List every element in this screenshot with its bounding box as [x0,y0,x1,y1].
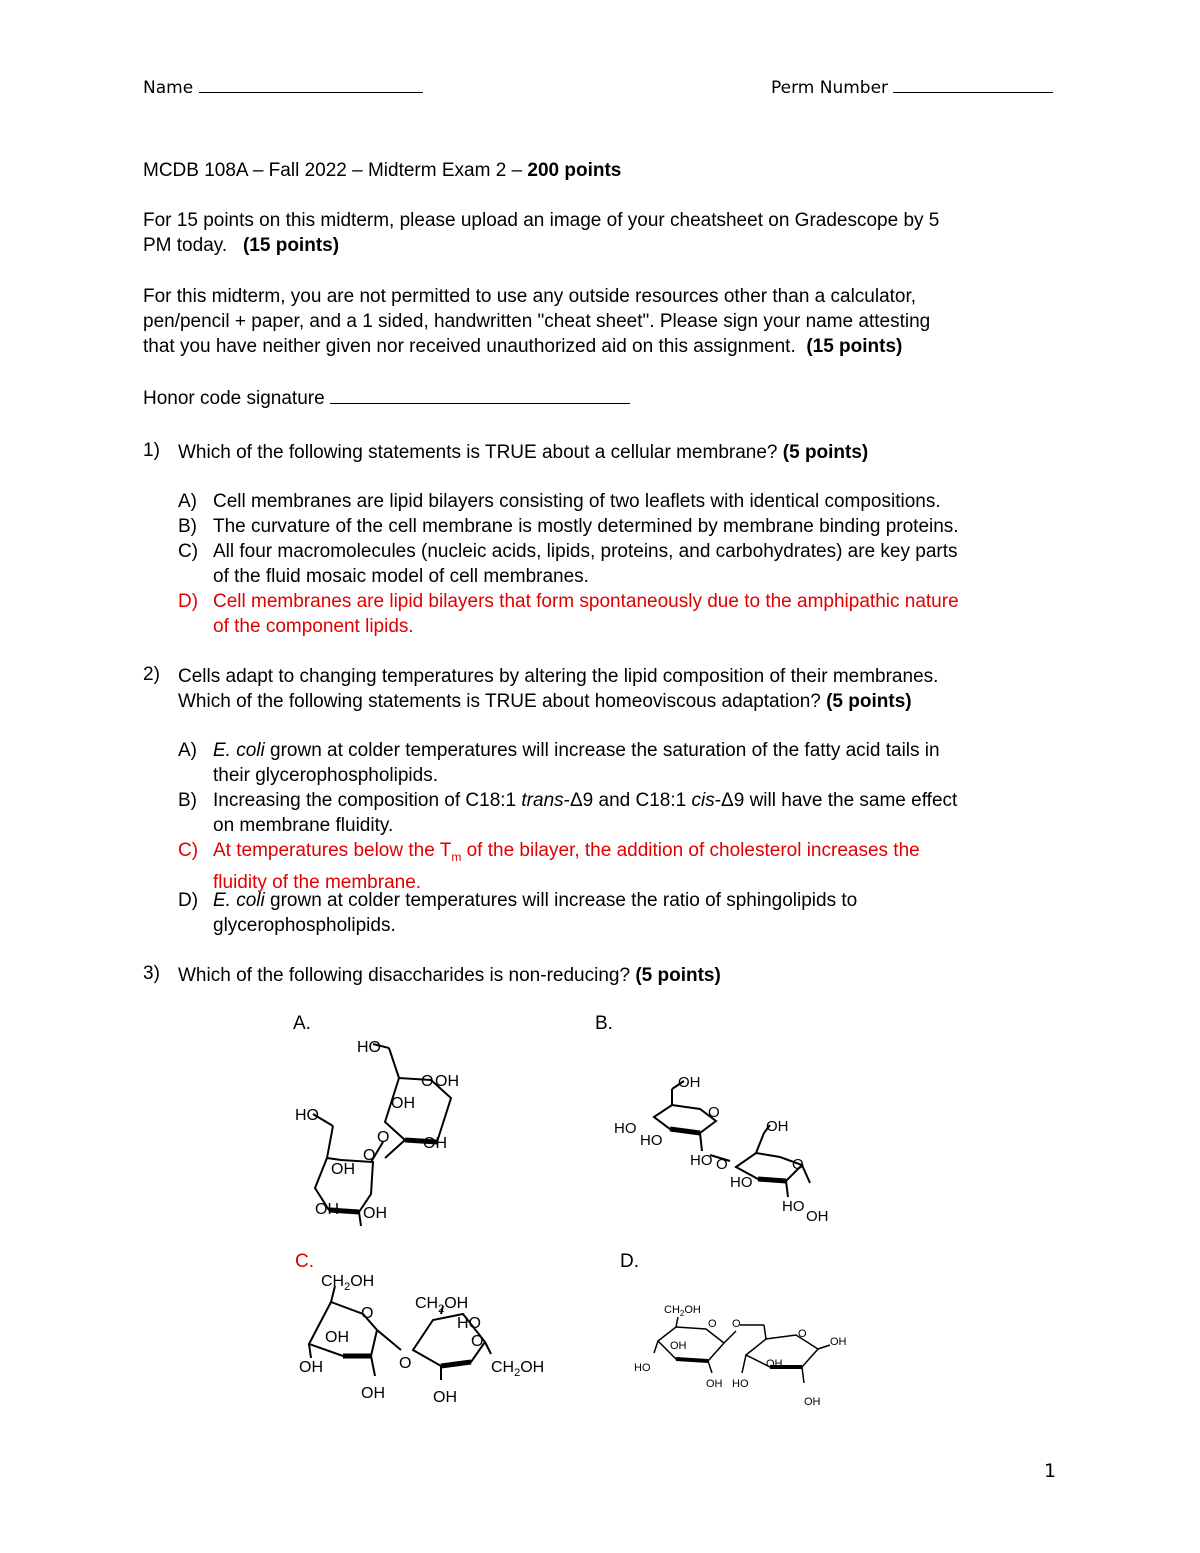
chem-label: O [421,1073,434,1090]
name-blank[interactable] [199,76,423,93]
chem-label: OH [435,1073,459,1090]
honor-signature-label: Honor code signature [143,388,325,409]
chem-label: O [792,1156,804,1173]
chem-label: OH [766,1358,783,1370]
chem-label: OH [315,1201,339,1218]
chem-label: O [361,1305,374,1322]
q2-number: 2) [143,664,160,685]
chem-label: OH [706,1378,723,1390]
molecule-a-structure[interactable] [285,1030,485,1230]
chem-label: OH [804,1396,821,1408]
chem-label: O [708,1318,717,1330]
honor-signature[interactable] [143,386,630,411]
chem-label: OH [433,1389,457,1406]
chem-label: O [716,1156,728,1173]
chem-label: HO [732,1378,749,1390]
perm-number-field[interactable] [771,76,1053,98]
chem-label: OH [331,1161,355,1178]
perm-number-label: Perm Number [771,78,889,98]
chem-label: OH [325,1329,349,1346]
chem-label: OH [766,1118,789,1135]
chem-label: $CH_2OH$ [491,1359,545,1379]
q2-prompt: Cells adapt to changing temperatures by altering the lipid composition of their membranes. Which of the following statements is TRUE about homeoviscous adaptation? (5 points) [178,666,939,712]
chem-label: O [377,1129,390,1146]
q2-option-a[interactable]: A) E. coli grown at colder temperatures will increase the saturation of the fatty acid tails in their glycerophospholipids. [178,740,940,786]
honor-instruction: For this midterm, you are not permitted to use any outside resources other than a calculator, pen/pencil + paper, and a 1 sided, handwritten "cheat sheet". Please sign your name attesting that you have neither given nor received unauthorized aid on this assignment. (15 points) [143,286,931,357]
chem-label: O [798,1328,807,1340]
name-label: Name [143,78,194,98]
chem-label: O [732,1318,741,1330]
name-field[interactable] [143,76,423,98]
q3-prompt: Which of the following disaccharides is non-reducing? (5 points) [178,965,721,986]
q3-number: 3) [143,963,160,984]
chem-label: HO [357,1039,381,1056]
chem-label: O [708,1104,720,1121]
molecule-d-structure[interactable] [630,1295,860,1415]
q1-option-a[interactable]: A) Cell membranes are lipid bilayers consisting of two leaflets with identical compositions. [178,491,941,512]
chem-label: HO [782,1198,805,1215]
q1-option-b[interactable]: B) The curvature of the cell membrane is mostly determined by membrane binding proteins. [178,516,959,537]
chem-label: OH [678,1074,701,1091]
q2-option-d[interactable]: D) E. coli grown at colder temperatures will increase the ratio of sphingolipids to glycerophospholipids. [178,890,858,936]
chem-label: $CH_2OH$ [415,1295,469,1315]
chem-label: HO [690,1152,713,1169]
molecule-b-structure[interactable] [610,1065,840,1225]
chem-label: OH [423,1135,447,1152]
chem-label: HO [457,1315,481,1332]
chem-label: O [471,1333,484,1350]
chem-label: OH [363,1205,387,1222]
chem-label: OH [670,1340,687,1352]
honor-signature-blank[interactable] [330,387,630,404]
q2-option-c-answer[interactable]: C) At temperatures below the $T_m$ of the bilayer, the addition of cholesterol increases the fluidity of the membrane. [178,840,920,893]
exam-title: MCDB 108A – Fall 2022 – Midterm Exam 2 – 200 points [143,160,622,181]
q2-option-b[interactable]: B) Increasing the composition of C18:1 trans-Δ9 and C18:1 cis-Δ9 will have the same effect on membrane fluidity. [178,790,958,836]
chem-label: HO [730,1174,753,1191]
q1-option-c[interactable]: C) All four macromolecules (nucleic acids, lipids, proteins, and carbohydrates) are key parts of the fluid mosaic model of cell membranes. [178,541,958,587]
option-d-label[interactable]: D. [620,1251,639,1272]
chem-label: O [363,1147,376,1164]
molecule-c-structure[interactable] [295,1270,560,1410]
chem-label: OH [391,1095,415,1112]
q1-option-d-answer[interactable]: D) Cell membranes are lipid bilayers that form spontaneously due to the amphipathic nature of the component lipids. [178,591,959,637]
chem-label: O [399,1355,412,1372]
option-c-label-answer[interactable]: C. [295,1251,314,1272]
chem-label: HO [614,1120,637,1137]
cheatsheet-instruction: For 15 points on this midterm, please upload an image of your cheatsheet on Gradescope by 5 PM today. (15 points) [143,210,940,256]
perm-number-blank[interactable] [893,76,1053,93]
option-b-label[interactable]: B. [595,1013,613,1034]
chem-label: HO [295,1107,319,1124]
chem-label: OH [830,1336,847,1348]
page-number: 1 [1044,1460,1057,1482]
chem-label: OH [299,1359,323,1376]
option-a-label[interactable]: A. [293,1013,311,1034]
chem-label: OH [361,1385,385,1402]
q1-prompt: Which of the following statements is TRUE about a cellular membrane? (5 points) [178,442,869,463]
chem-label: HO [634,1362,651,1374]
q1-number: 1) [143,440,160,461]
chem-label: $CH_2OH$ [321,1273,375,1293]
chem-label: $CH_2OH$ [664,1304,701,1318]
chem-label: OH [806,1208,829,1225]
chem-label: HO [640,1132,663,1149]
